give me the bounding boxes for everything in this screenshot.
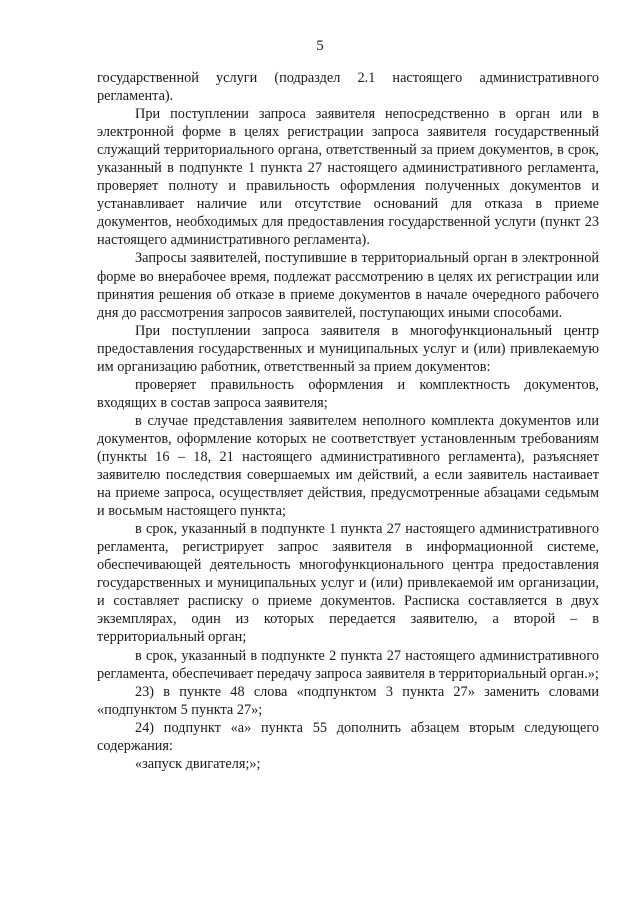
paragraph-registration-in-organ: При поступлении запроса заявителя непосредственно в орган или в электронной форме в целях регистрации запроса заявителя государственный служащий территориального органа, ответственный за прием документов, в срок, указанный в подпункте 1 пункта 27 настоящего административного регламента, проверяет полноту и правильность оформления полученных документов и устанавливает наличие или отсутствие оснований для отказа в приеме документов, необходимых для предоставления государственной услуги (пункт 23 настоящего административного регламента). [97,106,599,249]
paragraph-mfc-intro: При поступлении запроса заявителя в многофункциональный центр предоставления государственных и муниципальных услуг и (или) привлекаемую им организацию работник, ответственный за прием документов: [97,322,599,375]
paragraph-continuation: государственной услуги (подраздел 2.1 настоящего административного регламента). [97,70,599,105]
paragraph-item-23: 23) в пункте 48 слова «подпунктом 3 пункта 27» заменить словами «подпунктом 5 пункта 27»; [97,683,599,718]
document-body [97,69,599,773]
page-number: 5 [316,38,324,54]
paragraph-mfc-register: в срок, указанный в подпункте 1 пункта 27 настоящего административного регламента, регистрирует запрос заявителя в информационной системе, обеспечивающей деятельность многофункционального центра предоставления государственных и муниципальных услуг и (или) привлекаемой им организации, и составляет расписку о приеме документов. Расписка составляется в двух экземплярах, один из которых передается заявителю, а второй – в территориальный орган; [97,521,599,646]
paragraph-quote: «запуск двигателя;»; [135,755,261,772]
paragraph-mfc-incomplete: в случае представления заявителем неполного комплекта документов или документов, оформление которых не соответствует установленным требованиям (пункты 16 – 18, 21 настоящего административного регламента), разъясняет заявителю последствия совершаемых им действий, а если заявитель настаивает на приеме запроса, осуществляет действия, предусмотренные абзацами седьмым и восьмым настоящего пункта; [97,412,599,520]
paragraph-mfc-check: проверяет правильность оформления и комплектность документов, входящих в состав запроса заявителя; [97,376,599,411]
paragraph-mfc-transfer: в срок, указанный в подпункте 2 пункта 27 настоящего административного регламента, обеспечивает передачу запроса заявителя в территориальный орган.»; [97,647,599,682]
paragraph-item-24: 24) подпункт «а» пункта 55 дополнить абзацем вторым следующего содержания: [97,719,599,754]
paragraph-electronic-requests: Запросы заявителей, поступившие в территориальный орган в электронной форме во внерабочее время, подлежат рассмотрению в целях их регистрации или принятия решения об отказе в приеме документов в начале очередного рабочего дня до рассмотрения запросов заявителей, поступающих иными способами. [97,250,599,321]
